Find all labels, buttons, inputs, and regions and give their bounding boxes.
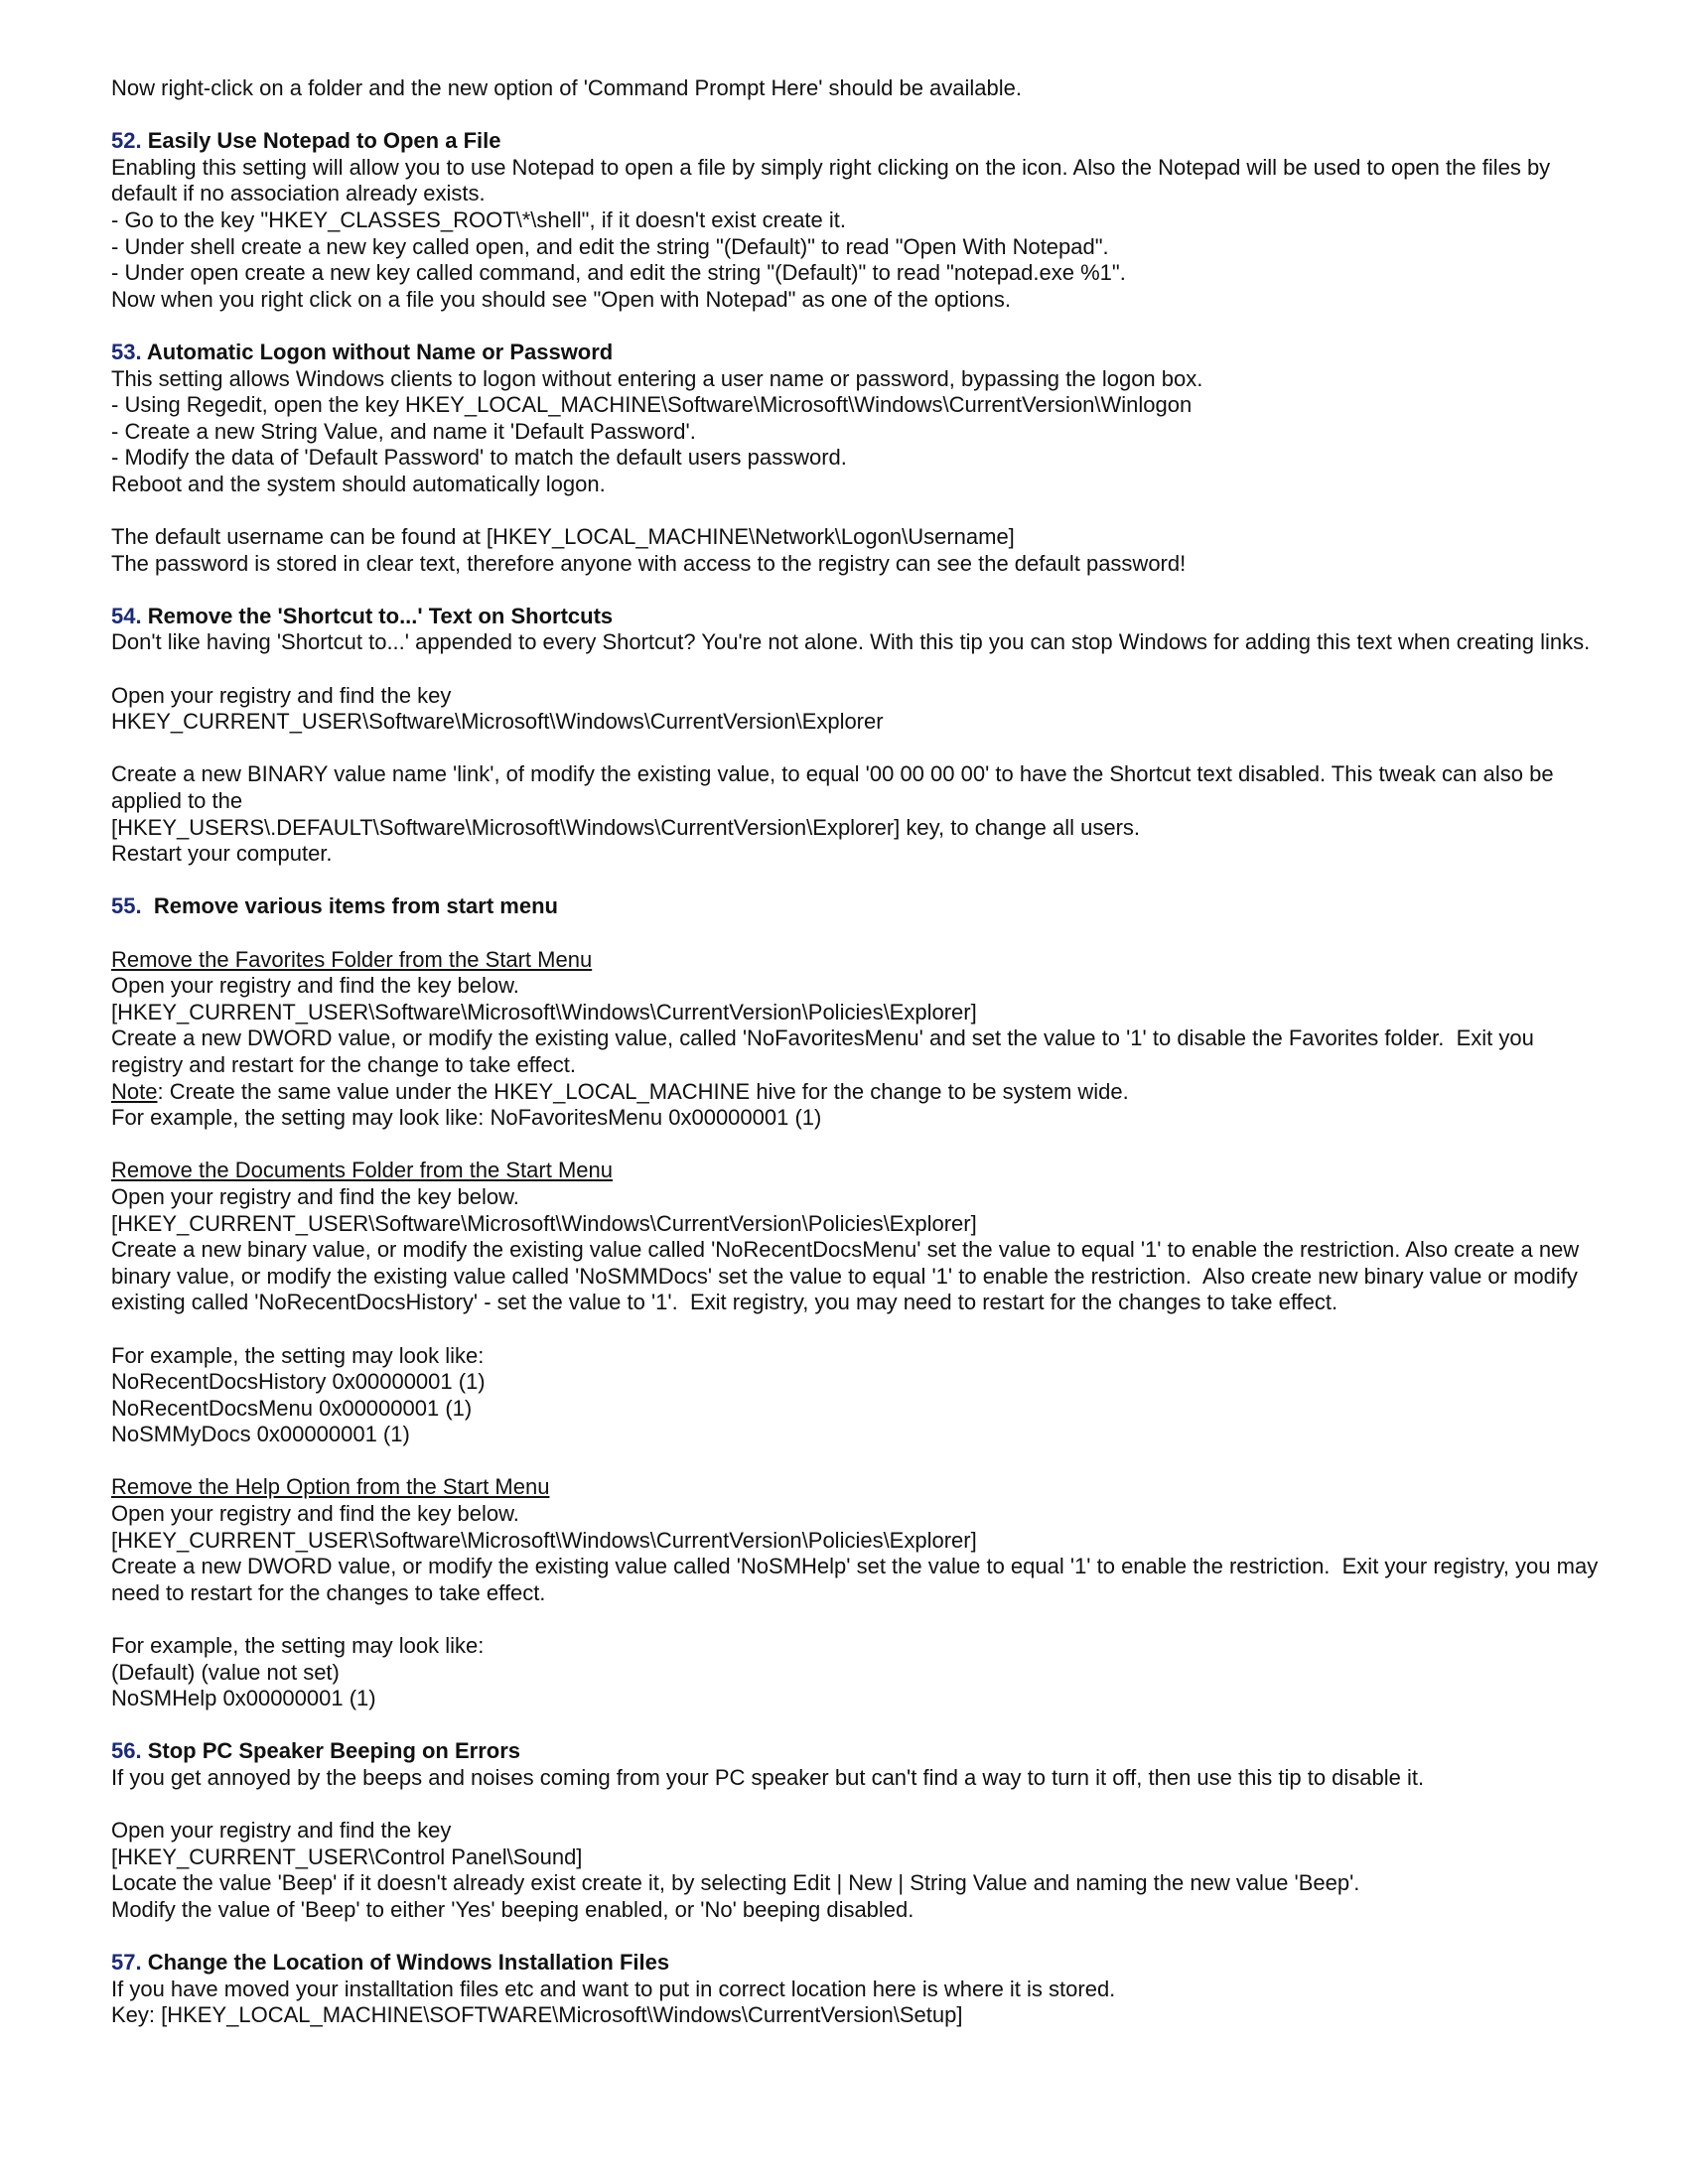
paragraph: For example, the setting may look like: (111, 1633, 485, 1659)
section-title: Change the Location of Windows Installation Files (141, 1950, 670, 1976)
paragraph: Create a new BINARY value name 'link', of modify the existing value, to equal '00 00 00 00' to have the Shortcut text disabled. This tweak can also be applied to the (111, 761, 1560, 814)
section-number: 57. (111, 1950, 142, 1976)
paragraph: Enabling this setting will allow you to use Notepad to open a file by simply right clicking on the icon. Also the Notepad will be used to open the files by default if no association already exists. (111, 154, 1557, 206)
paragraph: For example, the setting may look like: (111, 1342, 485, 1368)
list-item: - Under open create a new key called command, and edit the string "(Default)" to read "notepad.exe %1". (111, 260, 1126, 286)
registry-value: NoRecentDocsHistory 0x00000001 (1) (111, 1369, 486, 1395)
section-heading-55 (111, 893, 1601, 920)
paragraph: Modify the value of 'Beep' to either 'Yes' beeping enabled, or 'No' beeping disabled. (111, 1896, 914, 1922)
list-item: - Modify the data of 'Default Password' to match the default users password. (111, 445, 847, 471)
registry-value: NoRecentDocsMenu 0x00000001 (1) (111, 1395, 473, 1421)
registry-key: [HKEY_CURRENT_USER\Control Panel\Sound] (111, 1843, 583, 1869)
registry-key: HKEY_CURRENT_USER\Software\Microsoft\Windows\CurrentVersion\Explorer (111, 709, 884, 735)
subheading: Remove the Help Option from the Start Menu (111, 1474, 550, 1500)
section-title: Automatic Logon without Name or Password (141, 339, 614, 364)
note-text: : Create the same value under the HKEY_LOCAL_MACHINE hive for the change to be system wide. (157, 1078, 1129, 1104)
registry-key: [HKEY_CURRENT_USER\Software\Microsoft\Windows\CurrentVersion\Policies\Explorer] (111, 1210, 977, 1236)
spacer (111, 1606, 1601, 1633)
section-number: 54. (111, 603, 142, 628)
spacer (111, 1448, 1601, 1475)
paragraph: The default username can be found at [HKEY_LOCAL_MACHINE\Network\Logon\Username] (111, 524, 1015, 550)
subheading: Remove the Favorites Folder from the Start Menu (111, 946, 593, 972)
paragraph: If you get annoyed by the beeps and noises coming from your PC speaker but can't find a way to turn it off, then use this tip to disable it. (111, 1765, 1425, 1790)
spacer (111, 102, 1601, 129)
list-item: - Go to the key "HKEY_CLASSES_ROOT\*\shell", if it doesn't exist create it. (111, 206, 847, 232)
registry-value: (Default) (value not set) (111, 1659, 340, 1685)
spacer (111, 920, 1601, 947)
spacer (111, 868, 1601, 894)
section-title: Stop PC Speaker Beeping on Errors (141, 1738, 521, 1764)
note (111, 1079, 1601, 1106)
intro-line: Now right-click on a folder and the new option of 'Command Prompt Here' should be available. (111, 75, 1022, 100)
list-item: - Using Regedit, open the key HKEY_LOCAL_MACHINE\Software\Microsoft\Windows\CurrentVersion\Winlogon (111, 392, 1193, 418)
spacer (111, 577, 1601, 604)
list-item: - Under shell create a new key called open, and edit the string "(Default)" to read "Open With Notepad". (111, 233, 1109, 259)
paragraph: Create a new binary value, or modify the existing value called 'NoRecentDocsMenu' set the value to equal '1' to enable the restriction. Also create a new binary value, or modify the existing value called 'NoSMMDocs' set the value to equal '1' to enable the restriction. Also create new binary value or modify existing called 'NoRecentDocsHistory' - set the value to '1'. Exit registry, you may need to restart for the changes to take effect. (111, 1237, 1586, 1315)
section-number: 53. (111, 339, 142, 364)
spacer (111, 736, 1601, 762)
section-heading-52 (111, 128, 1601, 155)
paragraph: Open your registry and find the key below. (111, 1183, 519, 1209)
paragraph: Open your registry and find the key (111, 682, 452, 708)
spacer (111, 1924, 1601, 1951)
paragraph: Create a new DWORD value, or modify the existing value, called 'NoFavoritesMenu' and set the value to '1' to disable the Favorites folder. Exit you registry and restart for the change to take effect. (111, 1025, 1540, 1077)
registry-value: NoSMMyDocs 0x00000001 (1) (111, 1422, 410, 1447)
section-number: 52. (111, 128, 142, 154)
registry-key: [HKEY_CURRENT_USER\Software\Microsoft\Windows\CurrentVersion\Policies\Explorer] (111, 1527, 977, 1553)
spacer (111, 1316, 1601, 1343)
paragraph: Open your registry and find the key (111, 1818, 452, 1843)
section-title: Remove various items from start menu (141, 893, 558, 919)
spacer (111, 1712, 1601, 1739)
list-item: - Create a new String Value, and name it 'Default Password'. (111, 418, 696, 444)
registry-value: NoSMHelp 0x00000001 (1) (111, 1686, 376, 1711)
spacer (111, 1792, 1601, 1819)
section-title: Easily Use Notepad to Open a File (141, 128, 501, 154)
spacer (111, 656, 1601, 683)
paragraph: If you have moved your installtation files etc and want to put in correct location here is where it is stored. (111, 1976, 1116, 2001)
paragraph: Open your registry and find the key below. (111, 1501, 519, 1527)
section-number: 56. (111, 1738, 142, 1764)
section-heading-57 (111, 1950, 1601, 1977)
spacer (111, 498, 1601, 525)
section-heading-54 (111, 604, 1601, 630)
paragraph: For example, the setting may look like: NoFavoritesMenu 0x00000001 (1) (111, 1105, 822, 1131)
section-number: 55. (111, 893, 142, 919)
registry-key: [HKEY_USERS\.DEFAULT\Software\Microsoft\Windows\CurrentVersion\Explorer] key, to change all users. (111, 814, 1141, 840)
document-page (111, 75, 1605, 2029)
paragraph: This setting allows Windows clients to logon without entering a user name or password, bypassing the logon box. (111, 365, 1203, 391)
note-label: Note (111, 1078, 158, 1104)
paragraph: Create a new DWORD value, or modify the existing value called 'NoSMHelp' set the value to equal '1' to enable the restriction. Exit your registry, you may need to restart for the changes to take effect. (111, 1554, 1605, 1605)
subheading: Remove the Documents Folder from the Start Menu (111, 1158, 613, 1183)
paragraph: Now when you right click on a file you should see "Open with Notepad" as one of the options. (111, 286, 1011, 312)
registry-key: [HKEY_CURRENT_USER\Software\Microsoft\Windows\CurrentVersion\Policies\Explorer] (111, 999, 977, 1024)
paragraph: Locate the value 'Beep' if it doesn't already exist create it, by selecting Edit | New | String Value and naming the new value 'Beep'. (111, 1870, 1360, 1896)
section-title: Remove the 'Shortcut to...' Text on Shortcuts (141, 603, 614, 628)
paragraph: Don't like having 'Shortcut to...' appended to every Shortcut? You're not alone. With this tip you can stop Windows for adding this text when creating links. (111, 629, 1591, 655)
paragraph: Open your registry and find the key below. (111, 973, 519, 999)
section-heading-56 (111, 1738, 1601, 1765)
section-heading-53 (111, 340, 1601, 366)
spacer (111, 313, 1601, 340)
spacer (111, 1132, 1601, 1159)
paragraph: Restart your computer. (111, 841, 333, 867)
paragraph: Reboot and the system should automatically logon. (111, 471, 606, 496)
registry-key: Key: [HKEY_LOCAL_MACHINE\SOFTWARE\Microsoft\Windows\CurrentVersion\Setup] (111, 2002, 963, 2028)
paragraph: The password is stored in clear text, therefore anyone with access to the registry can see the default password! (111, 550, 1187, 576)
